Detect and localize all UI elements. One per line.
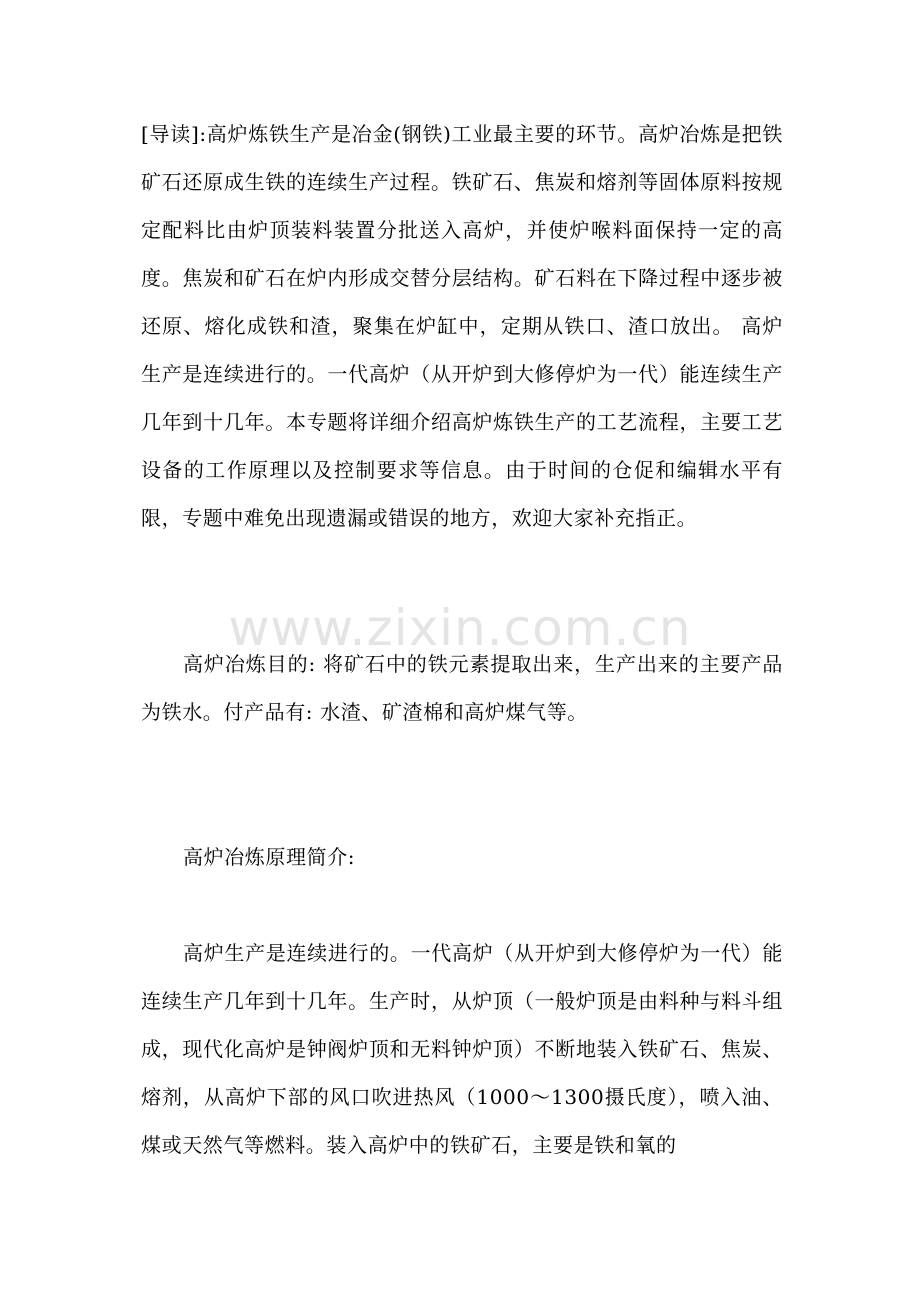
watermark: www.zixin.com.cn [228, 599, 692, 657]
principle-paragraph: 高炉生产是连续进行的。一代高炉（从开炉到大修停炉为一代）能连续生产几年到十几年。生产时，从炉顶（一般炉顶是由料种与料斗组成，现代化高炉是钟阀炉顶和无料钟炉顶）不断地装入铁矿石、焦炭、熔剂，从高炉下部的风口吹进热风（1000～1300摄氏度），喷入油、煤或天然气等燃料。装入高炉中的铁矿石，主要是铁和氧的 [141, 941, 783, 1157]
intro-paragraph: [导读]:高炉炼铁生产是冶金(钢铁)工业最主要的环节。高炉冶炼是把铁矿石还原成生铁的连续生产过程。铁矿石、焦炭和熔剂等固体原料按规定配料比由炉顶装料装置分批送入高炉，并使炉喉料面保持一定的高度。焦炭和矿石在炉内形成交替分层结构。矿石料在下降过程中逐步被还原、熔化成铁和渣，聚集在炉缸中，定期从铁口、渣口放出。 高炉生产是连续进行的。一代高炉（从开炉到大修停炉为一代）能连续生产几年到十几年。本专题将详细介绍高炉炼铁生产的工艺流程，主要工艺设备的工作原理以及控制要求等信息。由于时间的仓促和编辑水平有限，专题中难免出现遗漏或错误的地方，欢迎大家补充指正。 [141, 122, 783, 530]
purpose-paragraph: 高炉冶炼目的: 将矿石中的铁元素提取出来，生产出来的主要产品为铁水。付产品有: 水渣、矿渣棉和高炉煤气等。 [141, 652, 783, 724]
principle-section [141, 929, 783, 1169]
principle-heading-section [141, 833, 783, 881]
intro-section [141, 110, 783, 542]
principle-heading: 高炉冶炼原理简介: [183, 845, 356, 869]
purpose-section [141, 640, 783, 736]
